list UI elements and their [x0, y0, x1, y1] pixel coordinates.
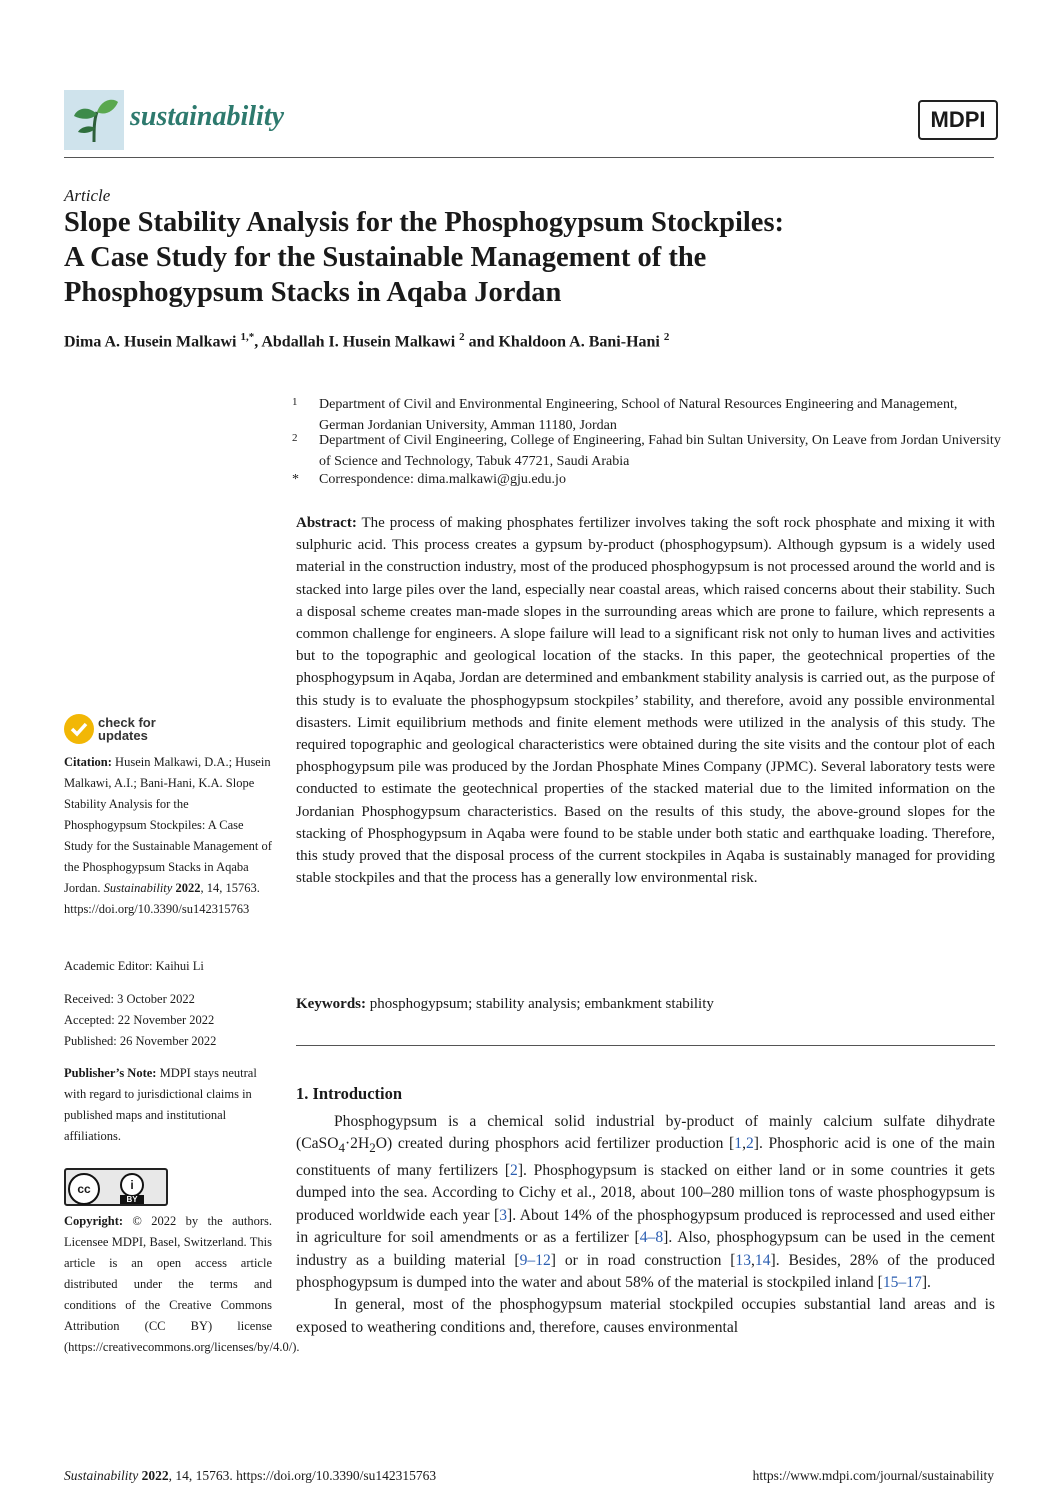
title-line: A Case Study for the Sustainable Management of the	[64, 242, 707, 273]
footer-doi[interactable]: , 14, 15763. https://doi.org/10.3390/su142315763	[168, 1468, 437, 1483]
footer-year: 2022	[141, 1468, 169, 1483]
keywords	[296, 996, 995, 1013]
publisher-note-text: MDPI stays neutral with regard to jurisdictional claims in published maps and institutional affiliations.	[64, 1066, 257, 1143]
author-name: Khaldoon A. Bani-Hani	[498, 333, 660, 351]
author-name: Dima A. Husein Malkawi	[64, 333, 237, 351]
footer-journal: Sustainability	[64, 1468, 139, 1483]
citation-link[interactable]: 15–17	[882, 1273, 922, 1291]
check-updates-icon[interactable]	[64, 714, 94, 744]
copyright-label: Copyright:	[64, 1214, 124, 1228]
header-divider	[64, 157, 994, 158]
citation-journal: Sustainability	[103, 881, 173, 895]
by-label: BY	[120, 1195, 144, 1204]
keywords-label: Keywords:	[296, 996, 366, 1012]
affiliation-text: Department of Civil and Environmental Engineering, School of Natural Resources Engineering and Management, German Jordanian University, Amman 11180, Jordan	[319, 397, 958, 433]
citation-link[interactable]: 3	[499, 1206, 508, 1224]
copyright-text: © 2022 by the authors. Licensee MDPI, Basel, Switzerland. This article is an open access article distributed under the terms and conditions of the Creative Commons Attribution (CC BY) license (https://creativecommons.org/licenses/by/4.0/).	[64, 1214, 300, 1354]
received-date: Received: 3 October 2022	[64, 992, 195, 1006]
citation-details[interactable]: , 14, 15763. https://doi.org/10.3390/su142315763	[64, 881, 260, 916]
citation-link[interactable]: 1	[734, 1135, 743, 1153]
section-heading: 1. Introduction	[296, 1084, 403, 1103]
citation-link[interactable]: 9–12	[519, 1251, 551, 1269]
abstract-label: Abstract:	[296, 515, 357, 531]
footer-citation	[64, 1468, 436, 1484]
author-affil-mark: 2	[663, 331, 670, 343]
author-list: Dima A. Husein Malkawi $^{1,*}$, Abdallah I. Husein Malkawi $^2$ and Khaldoon A. Bani-Hani $^2$	[64, 331, 670, 351]
section-divider	[296, 1045, 995, 1046]
citation-link[interactable]: 14	[754, 1251, 771, 1269]
author-affil-mark: 2	[459, 331, 465, 343]
citation-block	[64, 752, 272, 920]
citation-link[interactable]: 4–8	[639, 1229, 664, 1247]
article-type: Article	[64, 186, 111, 205]
published-date: Published: 26 November 2022	[64, 1034, 217, 1048]
intro-paragraph: Phosphogypsum is a chemical solid industrial by-product of mainly calcium sulfate dihydrate $(CaSO_4\cdot 2H_2O)$ created during phosphors acid fertilizer production [1,2]. Phosphoric acid is one of the main constituents of many fertilizers [2]. Phosphogypsum is stacked on either land or in some countries it gets dumped into the sea. According to Cichy et al., 2018, about 100–280 million tons of waste phosphogypsum is produced worldwide each year [3]. About 14% of the phosphogypsum produced is reprocessed and used either in agriculture for soil amendments or as a fertilizer [4–8]. Also, phosphogypsum can be used in the cement industry as a building material [9–12] or in road construction [13,14]. Besides, 28% of the produced phosphogypsum is dumped into the water and about 58% of the material is stockpiled inland [15–17].	[296, 1113, 995, 1291]
person-icon: i	[120, 1173, 144, 1197]
citation-link[interactable]: 2	[510, 1161, 518, 1179]
accepted-date: Accepted: 22 November 2022	[64, 1013, 215, 1027]
journal-name[interactable]: sustainability	[130, 101, 285, 132]
journal-logo	[64, 90, 124, 150]
affiliation-text: Department of Civil Engineering, College of Engineering, Fahad bin Sultan University, On Leave from Jordan University of Science and Technology, Tabuk 47721, Saudi Arabia	[319, 433, 1001, 469]
citation-link[interactable]: 2	[745, 1135, 754, 1153]
publisher-note	[64, 1063, 272, 1147]
correspondence	[292, 469, 1002, 490]
citation-link[interactable]: 13	[735, 1251, 752, 1269]
correspondence-text[interactable]: Correspondence: dima.malkawi@gju.edu.jo	[319, 472, 566, 487]
citation-year: 2022	[175, 881, 201, 895]
intro-paragraph: In general, most of the phosphogypsum material stockpiled occupies substantial land areas and is exposed to weathering conditions and, therefore, causes environmental	[296, 1296, 995, 1336]
keywords-text: phosphogypsum; stability analysis; embankment stability	[369, 996, 714, 1012]
intro-body	[296, 1111, 995, 1339]
publisher-logo[interactable]: MDPI	[918, 100, 998, 140]
citation-label: Citation:	[64, 755, 112, 769]
citation-text: Husein Malkawi, D.A.; Husein Malkawi, A.I.; Bani-Hani, K.A. Slope Stability Analysis for the Phosphogypsum Stockpiles: A Case Study for the Sustainable Management of the Phosphogypsum Stacks in Aqaba Jordan.	[64, 755, 272, 895]
plant-leaves-icon	[64, 90, 124, 150]
cc-icon: cc	[68, 1173, 100, 1205]
check-updates-label[interactable]: check for updates	[98, 715, 156, 743]
title-line: Slope Stability Analysis for the Phosphogypsum Stockpiles:	[64, 207, 785, 238]
author-name: Abdallah I. Husein Malkawi	[261, 333, 456, 351]
affiliation-number: *	[292, 472, 299, 487]
publisher-note-label: Publisher’s Note:	[64, 1066, 157, 1080]
footer-journal-url[interactable]: https://www.mdpi.com/journal/sustainability	[752, 1468, 994, 1483]
article-title	[64, 205, 1004, 310]
affiliation	[292, 430, 1002, 472]
academic-editor: Academic Editor: Kaihui Li	[64, 959, 204, 973]
affiliation-number: 1	[292, 396, 298, 408]
author-affil-mark: 1,*	[240, 331, 255, 343]
affiliation-number: 2	[292, 432, 298, 444]
title-line: Phosphogypsum Stacks in Aqaba Jordan	[64, 277, 562, 308]
abstract	[296, 512, 995, 889]
copyright-block	[64, 1211, 300, 1358]
abstract-text: The process of making phosphates fertilizer involves taking the soft rock phosphate and mixing it with sulphuric acid. This process creates a gypsum by-product (phosphogypsum). Although gypsum is a widely used material in the construction industry, most of the produced phosphogypsum is not processed around the world and is stacked into large piles over the land, especially near coastal areas, which raised concerns about their stability. Such a disposal scheme creates man-made slopes in the surrounding areas which are prone to failure, which represents a common challenge for engineers. A slope failure will lead to a significant risk not only to human lives and activities but to the topographic and geological location of the stacks. In this paper, the geotechnical properties of the phosphogypsum in Aqaba, Jordan are determined and embankment stability analysis is carried out, as the purpose of this study is to evaluate the phosphogypsum stockpiles’ stability, and therefore, avoid any possible environmental disasters. Limit equilibrium methods and finite element methods were utilized in the analysis of this study. The required topographic and geological characteristics were obtained during the site visits and the contour plot of each phosphogypsum pile was produced by the Jordan Phosphate Mines Company (JPMC). Several laboratory tests were conducted to estimate the geotechnical properties of the stacked material due to the limited information on the Jordanian Phosphogypsum characteristics. Based on the results of this study, the above-ground slopes for the stacking of Phosphogypsum in Aqaba were found to be stable under both static and earthquake loading. Therefore, this study proved that the disposal process of the current stockpiles in Aqaba is sustainably managed for providing stable stockpiles and that the process has a generally low environmental risk.	[296, 515, 996, 887]
cc-license-badge[interactable]	[64, 1168, 168, 1206]
